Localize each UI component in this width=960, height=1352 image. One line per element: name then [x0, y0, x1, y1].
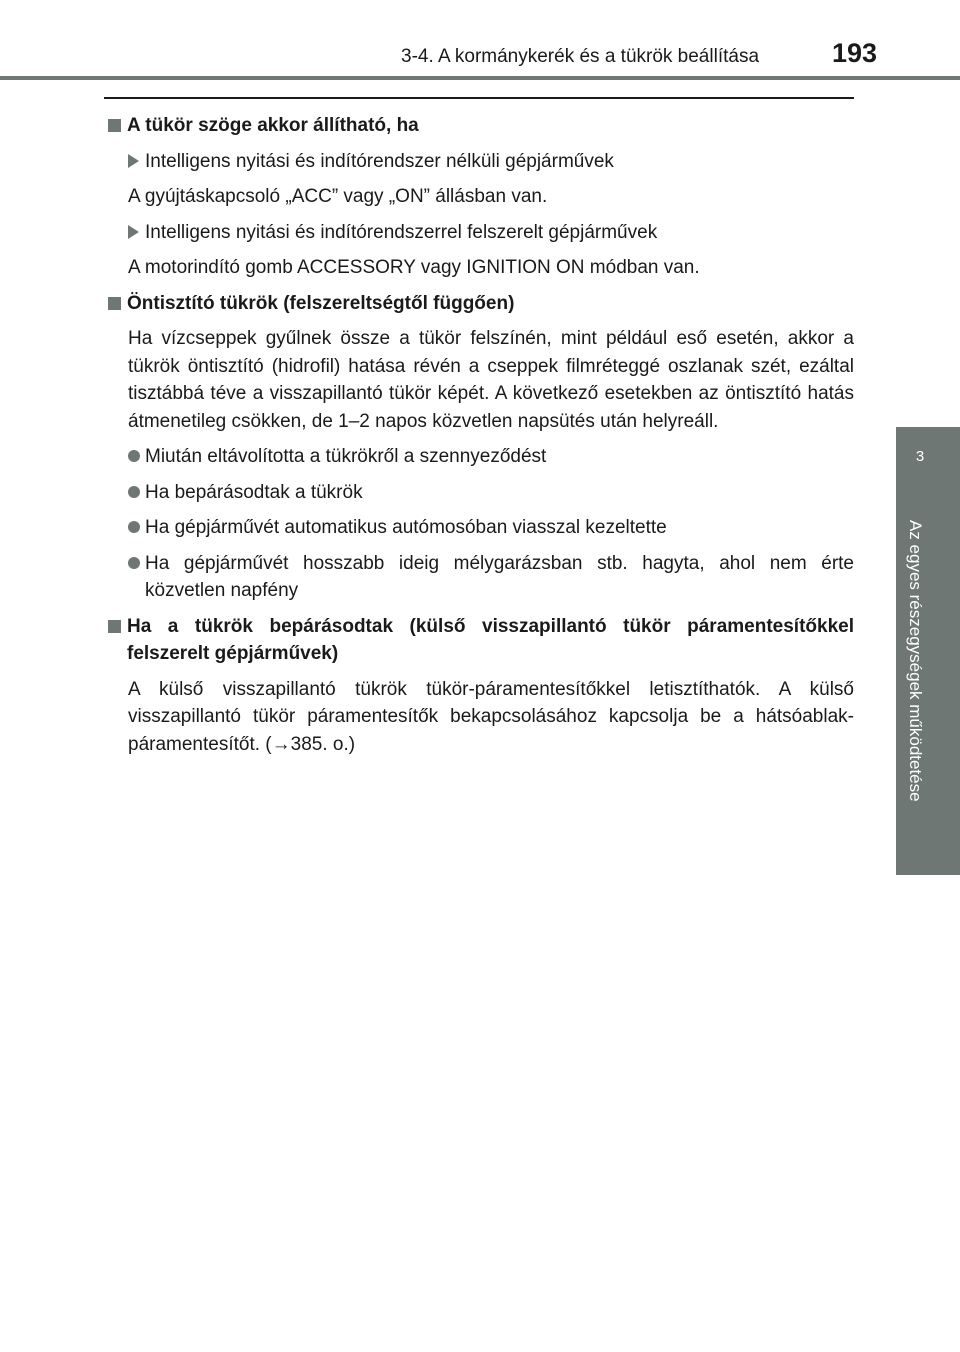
- page-content: [108, 112, 854, 766]
- list-item: [128, 443, 854, 471]
- list-item: [128, 479, 854, 507]
- heading-text: A tükör szöge akkor állítható, ha: [127, 115, 419, 136]
- side-tab-label: Az egyes részegységek működtetése: [906, 520, 925, 802]
- heading-text: Ha a tükrök bepárásodtak (külső visszapillantó tükör páramentesítőkkel felszerelt gépjárművek): [127, 615, 854, 664]
- paragraph: A külső visszapillantó tükrök tükör-páramentesítőkkel letisztíthatók. A külső visszapillantó tükör páramentesítők bekapcsolásához kapcsolja be a hátsóablak-páramentesítőt. (→385. o.): [128, 678, 854, 755]
- square-bullet-icon: [108, 297, 121, 310]
- list-item-text: Ha bepárásodtak a tükrök: [145, 481, 363, 503]
- round-bullet-icon: [128, 521, 140, 533]
- list-item-text: Ha gépjárművét hosszabb ideig mélygarázsban stb. hagyta, ahol nem érte közvetlen napfény: [145, 552, 854, 601]
- side-tab-number: 3: [915, 448, 925, 465]
- round-bullet-icon: [128, 557, 140, 569]
- round-bullet-icon: [128, 486, 140, 498]
- paragraph: A gyújtáskapcsoló „ACC” vagy „ON” állásban van.: [128, 186, 548, 207]
- chapter-title: 3-4. A kormánykerék és a tükrök beállítása: [401, 46, 760, 67]
- triangle-arrow-icon: [128, 225, 139, 239]
- section-heading-defogging: [108, 613, 854, 668]
- condition-text: Intelligens nyitási és indítórendszer nélküli gépjárművek: [145, 150, 614, 172]
- section-heading-mirror-angle: [108, 112, 854, 140]
- header-rule: [0, 76, 960, 80]
- content-rule: [104, 97, 854, 99]
- section-heading-self-cleaning: [108, 290, 854, 318]
- condition-item: [128, 219, 854, 247]
- list-item-text: Ha gépjárművét automatikus autómosóban viasszal kezeltette: [145, 517, 667, 538]
- paragraph: Ha vízcseppek gyűlnek össze a tükör felszínén, mint például eső esetén, akkor a tükrök öntisztító (hidrofil) hatása révén a cseppek filmréteggé oszlanak szét, ezáltal tisztábbá téve a visszapillantó tükör képét. A következő esetekben az öntisztító hatás átmenetileg csökken, de 1–2 napos közvetlen napsütés után helyreáll.: [128, 328, 854, 432]
- triangle-arrow-icon: [128, 154, 139, 168]
- square-bullet-icon: [108, 620, 121, 633]
- list-item-text: Miután eltávolította a tükrökről a szennyeződést: [145, 446, 547, 467]
- round-bullet-icon: [128, 450, 140, 462]
- heading-text: Öntisztító tükrök (felszereltségtől függően): [127, 292, 515, 314]
- condition-item: [128, 148, 854, 176]
- list-item: [128, 514, 854, 542]
- list-item: [128, 550, 854, 605]
- square-bullet-icon: [108, 119, 121, 132]
- page-number: 193: [832, 38, 878, 68]
- paragraph: A motorindító gomb ACCESSORY vagy IGNITION ON módban van.: [128, 257, 700, 278]
- condition-text: Intelligens nyitási és indítórendszerrel felszerelt gépjárművek: [145, 221, 658, 243]
